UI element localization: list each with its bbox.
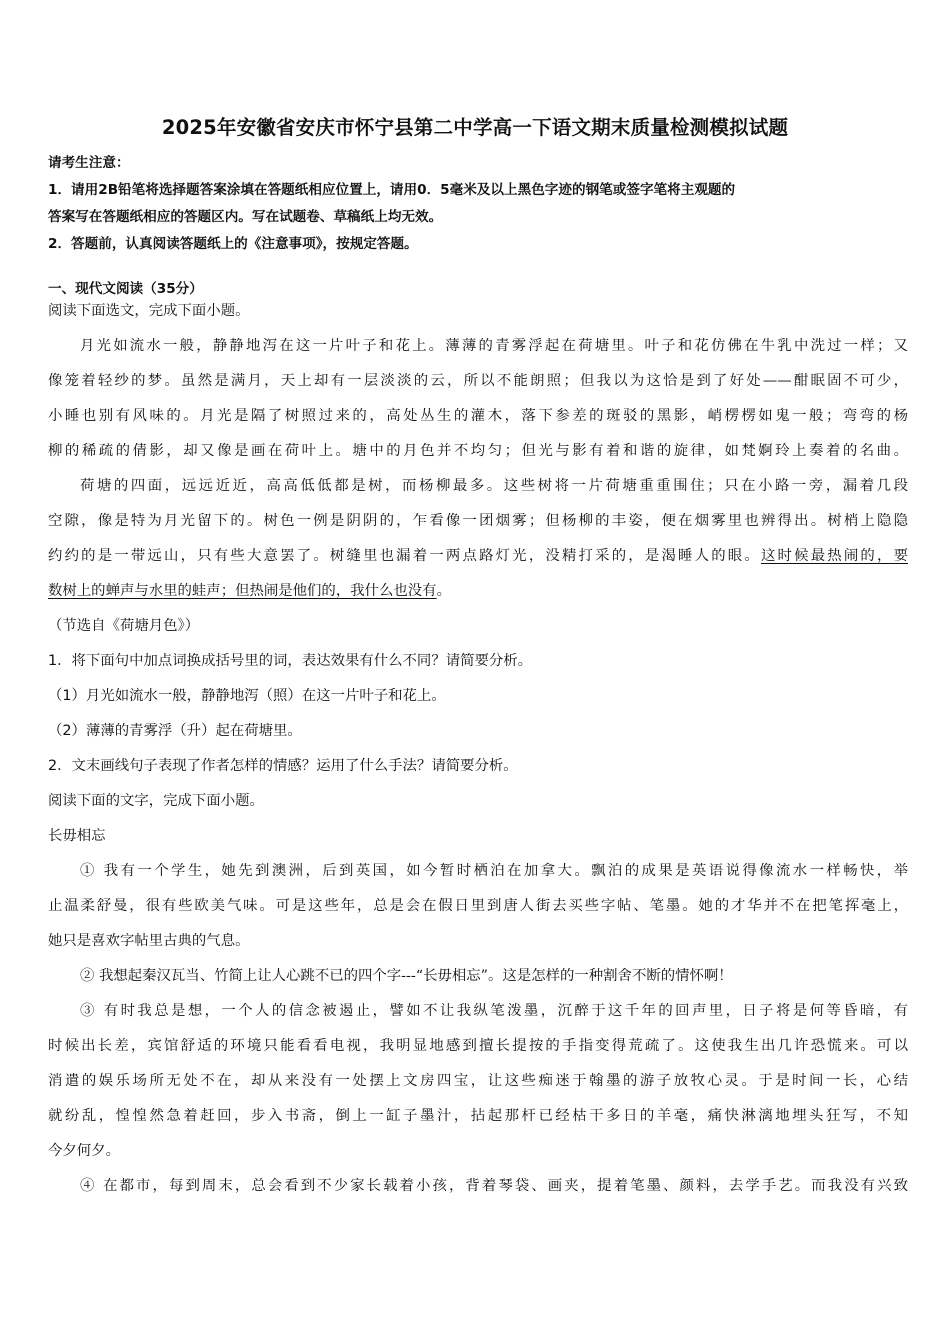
passage-line: 空隙，像是特为月光留下的。树色一例是阴阴的，乍看像一团烟雾；但杨柳的丰姿，便在烟雾里也辨得出。树梢上隐隐 — [48, 513, 908, 529]
passage-line: ② 我想起秦汉瓦当、竹简上让人心跳不已的四个字---“长毋相忘”。这是怎样的一种割舍不断的情怀啊！ — [80, 968, 733, 984]
reading-passage-1 — [48, 294, 908, 1204]
passage-text: 约约的是一带远山，只有些大意罢了。树缝里也漏着一两点路灯光，没精打采的，是渴睡人的眼。 — [48, 548, 761, 564]
notice-item-1-line-2: 答案写在答题纸相应的答题区内。写在试题卷、草稿纸上均无效。 — [48, 209, 443, 225]
passage-line: ④ 在都市，每到周末，总会看到不少家长载着小孩，背着琴袋、画夹，提着笔墨、颜料，去学手艺。而我没有兴致 — [80, 1178, 908, 1194]
passage-text: 。 — [436, 583, 451, 599]
notice-heading: 请考生注意： — [48, 155, 130, 171]
passage-line: 荷塘的四面，远远近近，高高低低都是树，而杨柳最多。这些树将一片荷塘重重围住；只在小路一旁，漏着几段 — [80, 478, 908, 494]
passage-line: 像笼着轻纱的梦。虽然是满月，天上却有一层淡淡的云，所以不能朗照；但我以为这恰是到了好处——酣眠固不可少， — [48, 373, 908, 389]
notice-item-1-line-1: 1．请用2B铅笔将选择题答案涂填在答题纸相应位置上，请用0．5毫米及以上黑色字迹的钢笔或签字笔将主观题的 — [48, 182, 736, 198]
passage-line: 柳的稀疏的倩影，却又像是画在荷叶上。塘中的月色并不均匀；但光与影有着和谐的旋律，如梵婀玲上奏着的名曲。 — [48, 443, 908, 459]
question-2: 2．文末画线句子表现了作者怎样的情感？运用了什么手法？请简要分析。 — [48, 758, 518, 774]
passage-2-title: 长毋相忘 — [48, 828, 106, 844]
underlined-sentence: 这时候最热闹的，要 — [760, 548, 908, 564]
passage-line: 时候出长差，宾馆舒适的环境只能看看电视，我明显地感到擅长提按的手指变得荒疏了。这使我生出几许恐慌来。可以 — [48, 1038, 908, 1054]
reading-intro: 阅读下面的文字，完成下面小题。 — [48, 793, 264, 809]
passage-source: （节选自《荷塘月色》） — [48, 618, 200, 634]
passage-line: ① 我有一个学生，她先到澳洲，后到英国，如今暂时栖泊在加拿大。飘泊的成果是英语说得像流水一样畅快，举 — [80, 863, 908, 879]
page-title: 2025年安徽省安庆市怀宁县第二中学高一下语文期末质量检测模拟试题 — [161, 116, 789, 139]
notice-item-2: 2．答题前，认真阅读答题纸上的《注意事项》，按规定答题。 — [48, 236, 418, 252]
passage-line: 就纷乱，惶惶然急着赶回，步入书斋，倒上一缸子墨汁，拈起那杆已经枯干多日的羊毫，痛快淋漓地埋头狂写，不知 — [48, 1108, 908, 1124]
passage-line — [48, 539, 908, 574]
passage-line: 小睡也别有风味的。月光是隔了树照过来的，高处丛生的灌木，落下参差的斑驳的黑影，峭楞楞如鬼一般；弯弯的杨 — [48, 408, 908, 424]
underlined-sentence: 数树上的蝉声与水里的蛙声；但热闹是他们的，我什么也没有 — [48, 583, 437, 599]
passage-line: ③ 有时我总是想，一个人的信念被遏止，譬如不让我纵笔泼墨，沉醉于这千年的回声里，日子将是何等昏暗，有 — [80, 1003, 908, 1019]
passage-line: 止温柔舒曼，很有些欧美气味。可是这些年，总是会在假日里到唐人街去买些字帖、笔墨。她的才华并不在把笔挥毫上， — [48, 898, 908, 914]
passage-line: 消遣的娱乐场所无处不在，却从来没有一处摆上文房四宝，让这些痴迷于翰墨的游子放牧心灵。于是时间一长，心结 — [48, 1073, 908, 1089]
passage-line: 今夕何夕。 — [48, 1143, 120, 1159]
reading-intro: 阅读下面选文，完成下面小题。 — [48, 303, 250, 319]
passage-line: 月光如流水一般，静静地泻在这一片叶子和花上。薄薄的青雾浮起在荷塘里。叶子和花仿佛在牛乳中洗过一样；又 — [80, 338, 908, 354]
exam-notice — [48, 150, 908, 258]
question-1: 1．将下面句中加点词换成括号里的词，表达效果有什么不同？请简要分析。 — [48, 653, 533, 669]
passage-line: 她只是喜欢字帖里古典的气息。 — [48, 933, 250, 949]
question-1-part-2: （2）薄薄的青雾浮（升）起在荷塘里。 — [48, 723, 302, 739]
question-1-part-1: （1）月光如流水一般，静静地泻（照）在这一片叶子和花上。 — [48, 688, 446, 704]
section-heading: 一、现代文阅读（35分） — [48, 281, 203, 297]
passage-line — [48, 574, 908, 609]
